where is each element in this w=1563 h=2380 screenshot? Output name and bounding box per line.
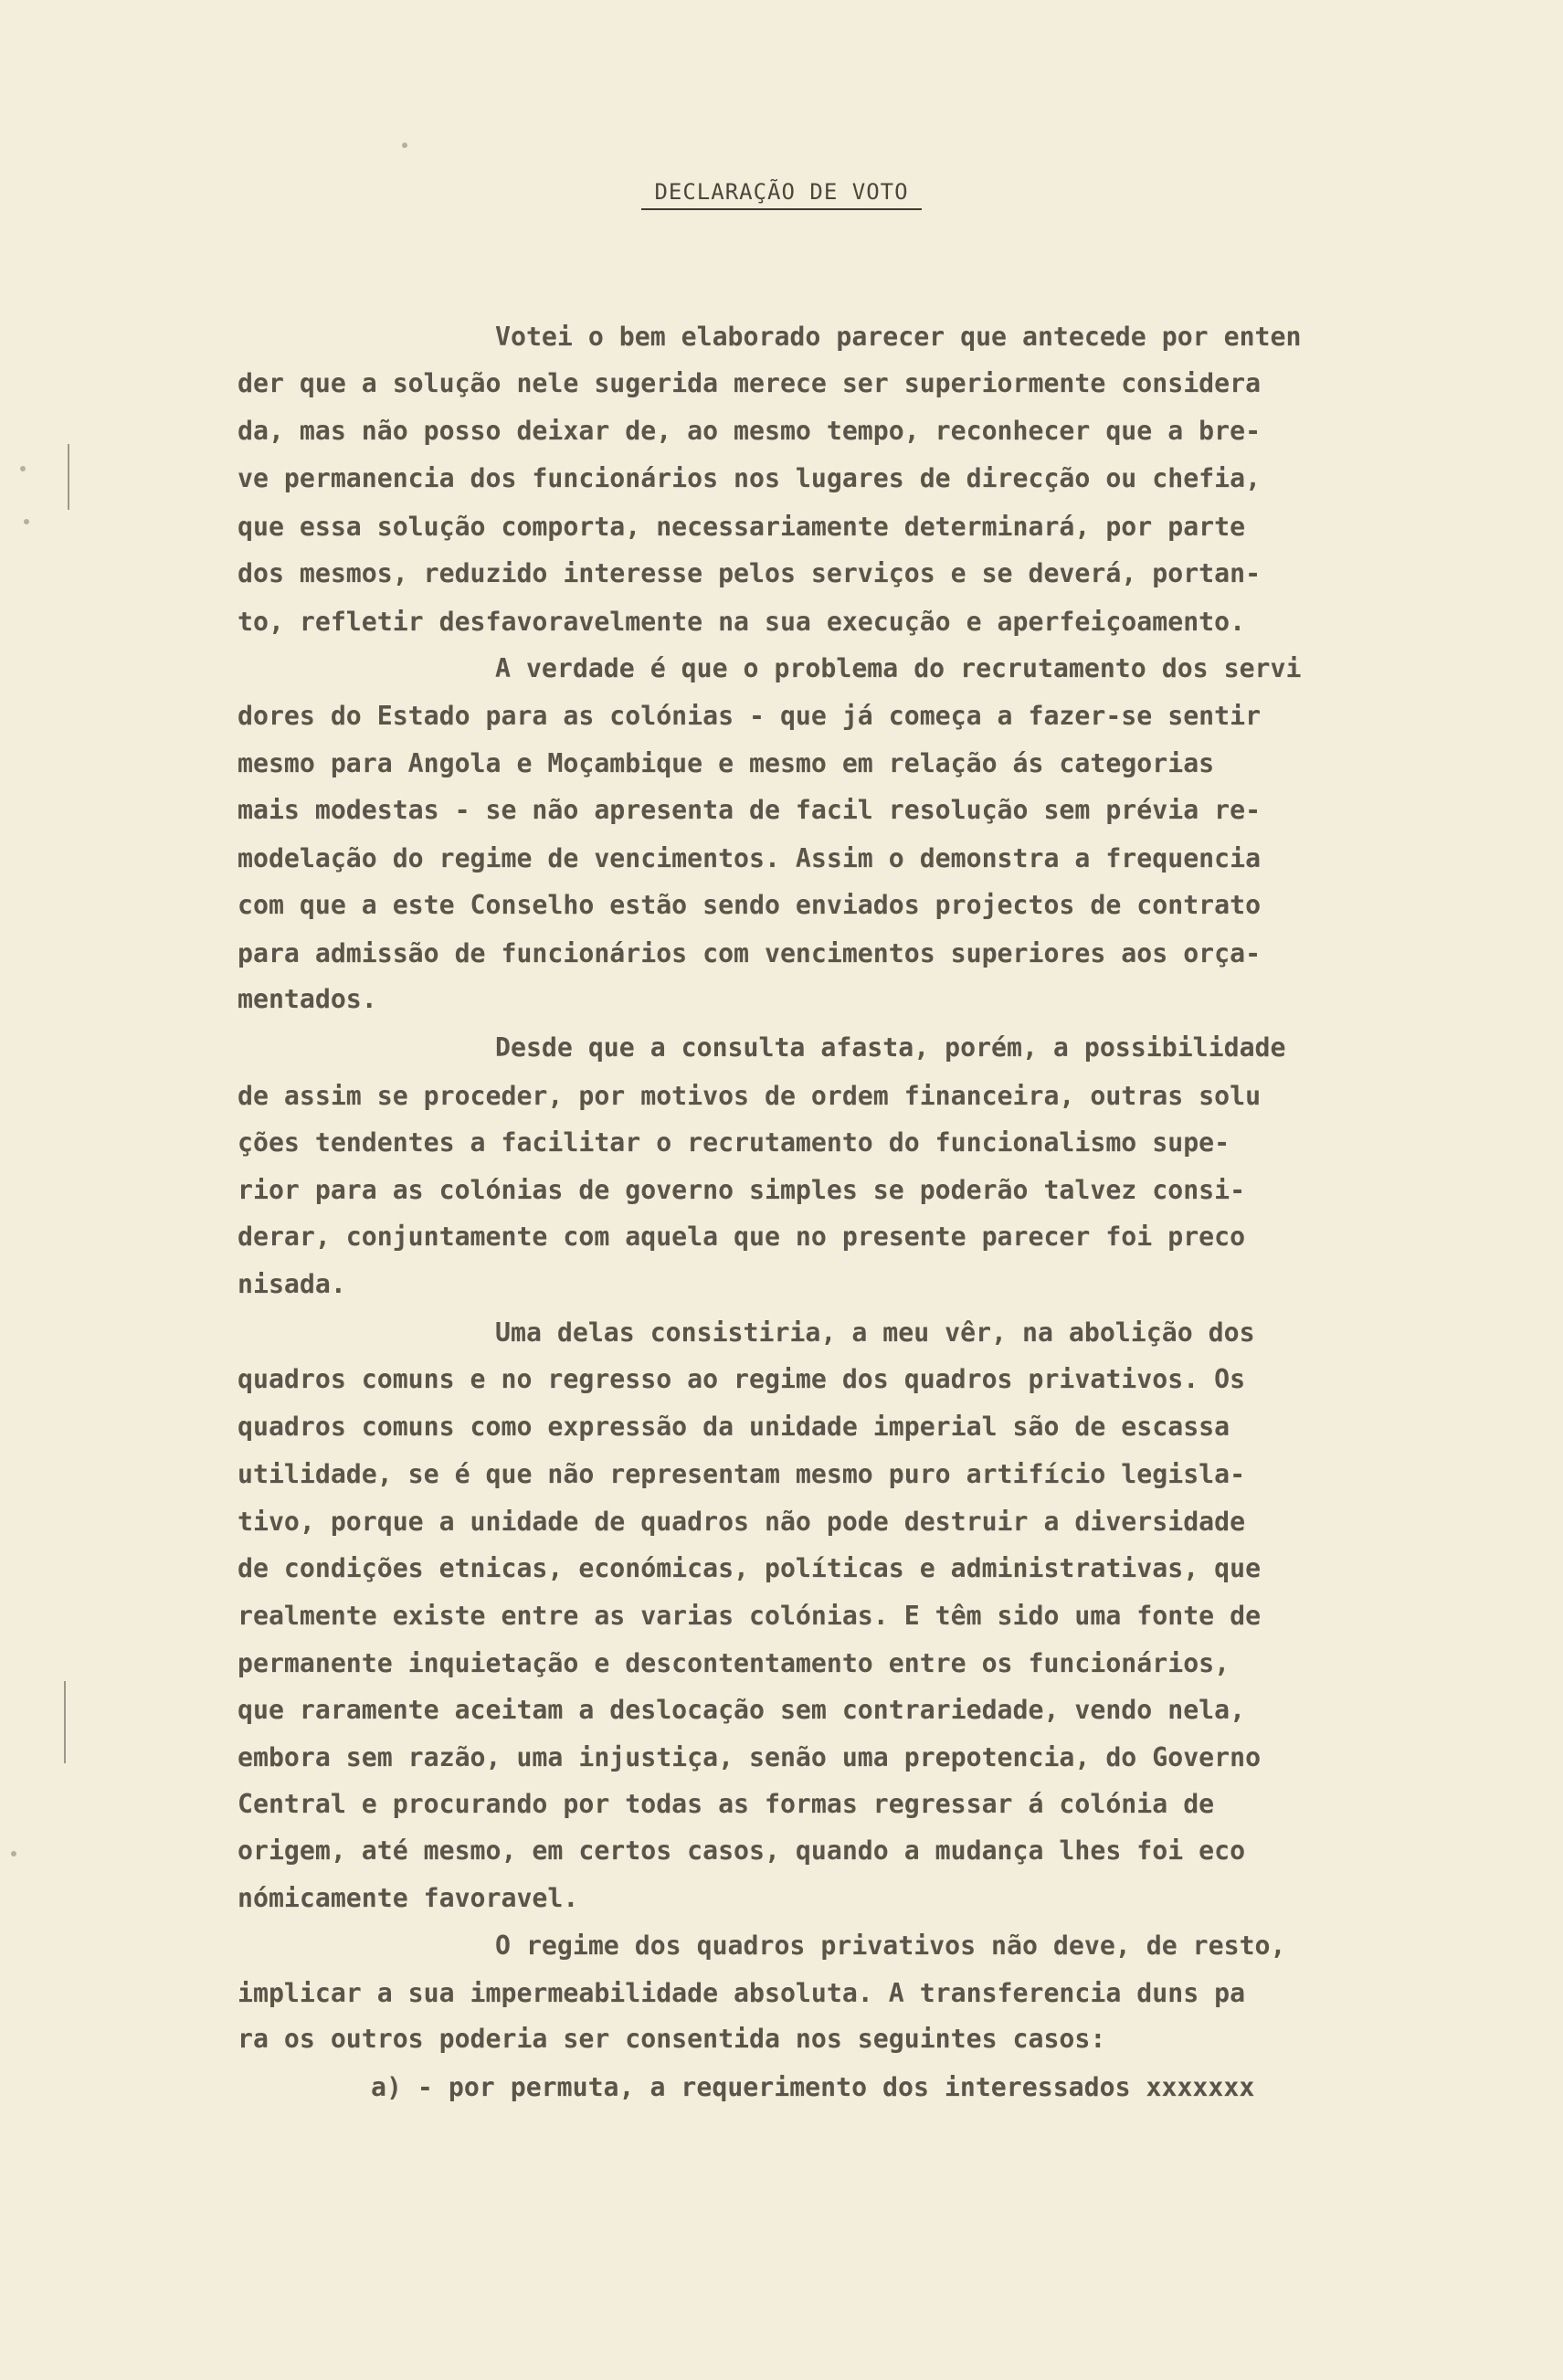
title-text: DECLARAÇÃO DE VOTO [641,179,921,210]
text-line: mentados. [238,984,377,1014]
text-line: A verdade é que o problema do recrutamento dos servi [495,653,1302,683]
text-line: da, mas não posso deixar de, ao mesmo tempo, reconhecer que a bre- [238,416,1262,446]
text-line: quadros comuns como expressão da unidade imperial são de escassa [238,1412,1230,1442]
text-line: derar, conjuntamente com aquela que no presente parecer foi preco [238,1222,1246,1252]
margin-mark [64,1681,66,1763]
text-line: ve permanencia dos funcionários nos lugares de direcção ou chefia, [238,463,1262,493]
paper-blot [402,143,407,148]
text-line: dores do Estado para as colónias - que já começa a fazer-se sentir [238,701,1262,731]
text-line: dos mesmos, reduzido interesse pelos serviços e se deverá, portan- [238,558,1262,588]
text-line: com que a este Conselho estão sendo enviados projectos de contrato [238,890,1262,920]
text-line: Central e procurando por todas as formas regressar á colónia de [238,1789,1215,1819]
text-line: rior para as colónias de governo simples se poderão talvez consi- [238,1175,1246,1205]
text-line: para admissão de funcionários com vencimentos superiores aos orça- [238,938,1262,968]
text-line: realmente existe entre as varias colónias. E têm sido uma fonte de [238,1601,1262,1631]
document-title [0,179,1563,210]
text-line: der que a solução nele sugerida merece ser superiormente considera [238,368,1262,398]
text-line: implicar a sua impermeabilidade absoluta. A transferencia duns pa [238,1978,1246,2008]
text-line: que essa solução comporta, necessariamente determinará, por parte [238,512,1246,542]
text-line: de condições etnicas, económicas, políticas e administrativas, que [238,1553,1262,1583]
text-line: a) - por permuta, a requerimento dos interessados xxxxxxx [371,2072,1255,2102]
text-line: de assim se proceder, por motivos de ordem financeira, outras solu [238,1081,1262,1111]
text-line: O regime dos quadros privativos não deve, de resto, [495,1930,1286,1961]
text-line: ções tendentes a facilitar o recrutamento do funcionalismo supe- [238,1127,1230,1158]
text-line: quadros comuns e no regresso ao regime dos quadros privativos. Os [238,1364,1246,1394]
margin-blot [20,466,26,471]
margin-mark [68,444,69,510]
margin-blot [11,1851,16,1856]
text-line: Desde que a consulta afasta, porém, a possibilidade [495,1032,1286,1063]
text-line: to, refletir desfavoravelmente na sua execução e aperfeiçoamento. [238,607,1246,637]
text-line: utilidade, se é que não representam mesmo puro artifício legisla- [238,1459,1246,1489]
text-line: ra os outros poderia ser consentida nos seguintes casos: [238,2024,1106,2054]
text-line: nisada. [238,1269,346,1299]
text-line: origem, até mesmo, em certos casos, quando a mudança lhes foi eco [238,1835,1246,1866]
text-line: permanente inquietação e descontentamento entre os funcionários, [238,1648,1230,1678]
text-line: Uma delas consistiria, a meu vêr, na abolição dos [495,1317,1255,1348]
text-line: tivo, porque a unidade de quadros não pode destruir a diversidade [238,1507,1246,1537]
text-line: mesmo para Angola e Moçambique e mesmo em relação ás categorias [238,748,1215,778]
text-line: mais modestas - se não apresenta de facil resolução sem prévia re- [238,795,1262,825]
margin-blot [24,519,29,524]
text-line: embora sem razão, uma injustiça, senão uma prepotencia, do Governo [238,1742,1262,1772]
text-line: modelação do regime de vencimentos. Assim o demonstra a frequencia [238,843,1262,873]
text-line: nómicamente favoravel. [238,1883,579,1913]
text-line: Votei o bem elaborado parecer que antecede por enten [495,322,1302,352]
text-line: que raramente aceitam a deslocação sem contrariedade, vendo nela, [238,1695,1246,1725]
